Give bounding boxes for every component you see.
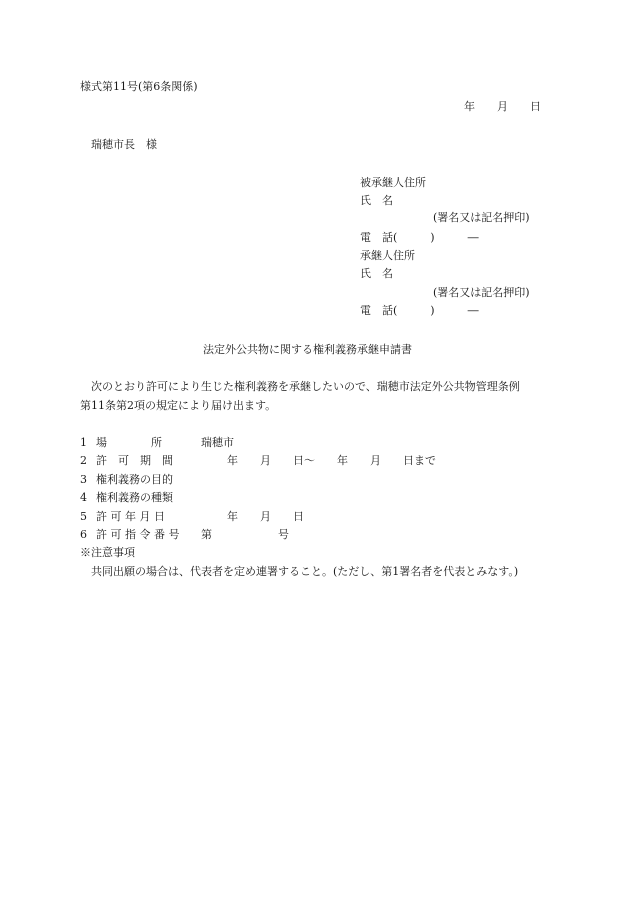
item-4-label: 権利義務の種類 xyxy=(96,491,173,504)
item-1-label: 場 所 xyxy=(96,436,162,449)
body-line-2: 第11条第2項の規定により届け出ます。 xyxy=(80,399,277,412)
date-line: 年 月 日 xyxy=(464,100,541,113)
item-5-value: 年 月 日 xyxy=(227,510,304,523)
predecessor-address-label: 被承継人住所 xyxy=(360,176,426,189)
predecessor-phone-label: 電 話( ) ― xyxy=(360,231,479,244)
predecessor-name-label: 氏 名 xyxy=(360,194,393,207)
successor-phone-label: 電 話( ) ― xyxy=(360,304,479,317)
item-6-number: 6 xyxy=(80,528,87,541)
item-1-number: 1 xyxy=(80,436,87,449)
body-line-1: 次のとおり許可により生じた権利義務を承継したいので、瑞穂市法定外公共物管理条例 xyxy=(91,380,520,393)
addressee: 瑞穂市長 様 xyxy=(91,138,157,151)
item-1-value: 瑞穂市 xyxy=(201,436,234,449)
item-2-value: 年 月 日～ 年 月 日まで xyxy=(227,454,436,467)
item-2-number: 2 xyxy=(80,454,87,467)
successor-address-label: 承継人住所 xyxy=(360,249,415,262)
document-title: 法定外公共物に関する権利義務承継申請書 xyxy=(203,343,412,356)
notes-heading: ※注意事項 xyxy=(80,546,135,559)
item-3-label: 権利義務の目的 xyxy=(96,473,173,486)
form-number: 様式第11号(第6条関係) xyxy=(80,80,198,93)
item-2-label: 許 可 期 間 xyxy=(96,454,173,467)
notes-text: 共同出願の場合は、代表者を定め連署すること。(ただし、第1署名者を代表とみなす。) xyxy=(91,565,519,578)
item-5-number: 5 xyxy=(80,510,87,523)
predecessor-seal-note: (署名又は記名押印) xyxy=(433,211,530,224)
successor-name-label: 氏 名 xyxy=(360,267,393,280)
item-4-number: 4 xyxy=(80,491,87,504)
item-3-number: 3 xyxy=(80,473,87,486)
item-5-label: 許 可 年 月 日 xyxy=(96,510,165,523)
item-6-value: 第 号 xyxy=(201,528,289,541)
item-6-label: 許 可 指 令 番 号 xyxy=(96,528,180,541)
successor-seal-note: (署名又は記名押印) xyxy=(433,286,530,299)
